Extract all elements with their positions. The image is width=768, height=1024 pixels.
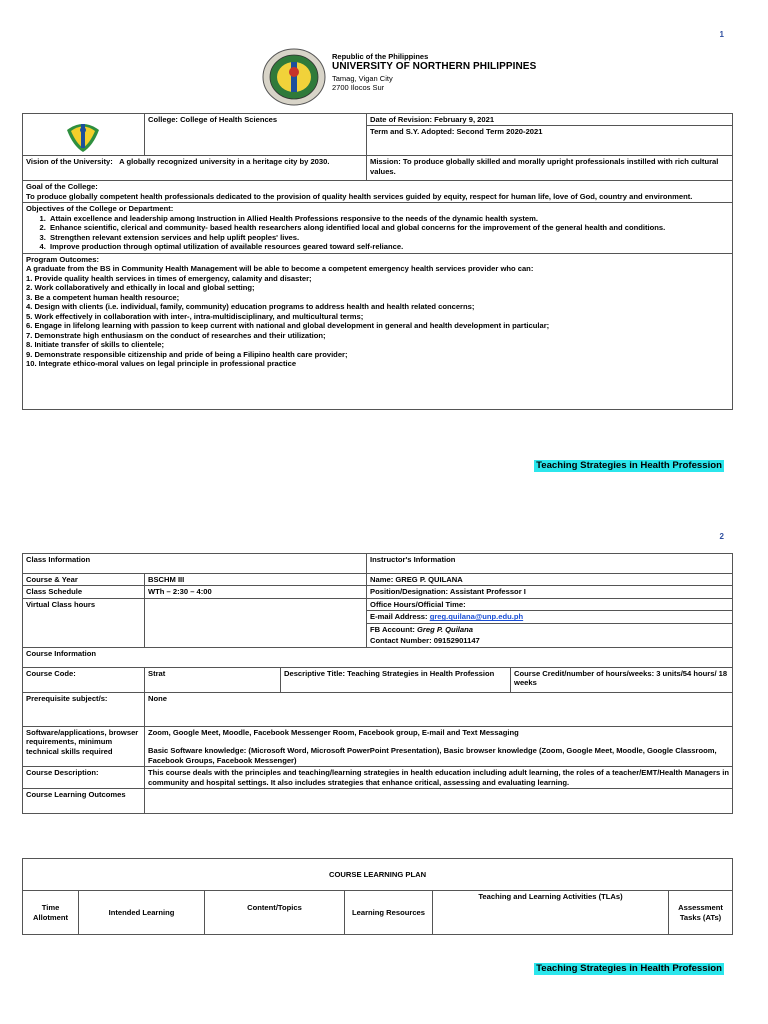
description-value: This course deals with the principles and teaching/learning strategies in health education including adult learning, the roles of a teacher/EMT/Health Managers in community and hospital settings. It also includes strategies that enhance critical, assessing and evaluating learning.: [145, 767, 733, 789]
class-schedule-label: Class Schedule: [23, 586, 145, 598]
list-item: 4. Design with clients (i.e. individual, family, community) education programs to address health and health related concerns;: [26, 302, 475, 312]
prereq-label: Prerequisite subject/s:: [23, 692, 145, 726]
class-schedule-value: WTh – 2:30 – 4:00: [145, 586, 367, 598]
course-code-label: Course Code:: [23, 667, 145, 692]
list-item: 2. Work collaboratively and ethically in local and global setting;: [26, 283, 255, 293]
clo-value: [145, 789, 733, 814]
virtual-hours-label: Virtual Class hours: [23, 598, 145, 647]
course-year-value: BSCHM III: [145, 574, 367, 586]
software-value: [145, 726, 733, 766]
course-code-value: Strat: [145, 667, 281, 692]
col-time-allotment: Time Allotment: [23, 891, 79, 935]
list-item: 7. Demonstrate high enthusiasm on the conduct of researches and their utilization;: [26, 330, 326, 340]
col-content-topics: Content/Topics: [205, 891, 345, 935]
col-tlas: Teaching and Learning Activities (TLAs): [433, 891, 669, 935]
outcomes-intro: A graduate from the BS in Community Health Management will be able to become a competent emergency health services provider who can:: [26, 264, 534, 274]
class-info-header: Class Information: [23, 554, 367, 574]
list-item: 10. Integrate ethico-moral values on legal principle in professional practice: [26, 359, 297, 369]
objectives-label: Objectives of the College or Department:: [26, 204, 174, 214]
address-line-2: 2700 Ilocos Sur: [332, 83, 385, 93]
goal-label: Goal of the College:: [26, 182, 98, 192]
university-seal-icon: [262, 48, 326, 106]
office-hours: Office Hours/Official Time:: [367, 598, 733, 610]
col-intended-learning: Intended Learning: [79, 891, 205, 935]
goal-text: To produce globally competent health professionals dedicated to the provision of quality health services guided by equity, respect for human life, love of God, country and environment.: [26, 191, 693, 201]
list-item: 3. Strengthen relevant extension services and help uplift peoples' lives.: [48, 233, 729, 242]
term-adopted: Term and S.Y. Adopted: Second Term 2020-2021: [367, 126, 733, 156]
email-link[interactable]: greg.quilana@unp.edu.ph: [429, 612, 524, 622]
software-line-2: Basic Software knowledge: (Microsoft Word, Microsoft PowerPoint Presentation), Basic browser knowledge (Zoom, Google Meet, Moodle, Google Classroom, Facebook Groups, Facebook Messenger): [148, 746, 717, 765]
university-name: UNIVERSITY OF NORTHERN PHILIPPINES: [332, 61, 537, 73]
mission-cell: Mission: To produce globally skilled and morally upright professionals instilled with rich cultural values.: [367, 156, 733, 181]
description-label: Course Description:: [23, 767, 145, 789]
fb-cell: [367, 623, 733, 635]
course-credit: Course Credit/number of hours/weeks: 3 units/54 hours/ 18 weeks: [511, 667, 733, 692]
instructor-info-header: Instructor's Information: [367, 554, 733, 574]
vision-label: Vision of the University:: [26, 157, 113, 167]
list-item: 2. Enhance scientific, clerical and community- based health researchers along identified local and global concerns for the improvement of the general health and conditions.: [48, 223, 729, 232]
list-item: 3. Be a competent human health resource;: [26, 292, 180, 302]
contact-number: Contact Number: 09152901147: [367, 635, 733, 647]
vision-text: A globally recognized university in a heritage city by 2030.: [119, 157, 330, 167]
plan-title: COURSE LEARNING PLAN: [23, 859, 733, 891]
fb-value: Greg P. Quilana: [417, 624, 474, 634]
list-item: 1. Provide quality health services in times of emergency, calamity and disaster;: [26, 273, 312, 283]
university-header: [262, 48, 562, 110]
virtual-hours-value: [145, 598, 367, 647]
program-outcomes-cell: [23, 253, 733, 409]
page-number: 2: [719, 532, 724, 541]
objectives-list: [48, 214, 729, 252]
software-label: Software/applications, browser requirements, minimum technical skills required: [23, 726, 145, 766]
instructor-name: Name: GREG P. QUILANA: [367, 574, 733, 586]
fb-label: FB Account:: [370, 624, 415, 634]
outcomes-label: Program Outcomes:: [26, 254, 100, 264]
prereq-value: None: [145, 692, 733, 726]
descriptive-title: Descriptive Title: Teaching Strategies in Health Profession: [281, 667, 511, 692]
page-number: 1: [719, 30, 724, 39]
list-item: 4. Improve production through optimal utilization of available resources geared toward self-reliance.: [48, 242, 729, 251]
list-item: 9. Demonstrate responsible citizenship and pride of being a Filipino health care provider;: [26, 349, 348, 359]
college-logo-icon: [63, 116, 103, 154]
republic-text: Republic of the Philippines: [332, 52, 429, 61]
footer-course-title: Teaching Strategies in Health Profession: [536, 460, 722, 471]
goal-cell: [23, 181, 733, 203]
col-assessment-tasks: Assessment Tasks (ATs): [669, 891, 733, 935]
email-cell: [367, 611, 733, 623]
col-learning-resources: Learning Resources: [345, 891, 433, 935]
date-of-revision: Date of Revision: February 9, 2021: [367, 114, 733, 126]
address-line-1: Tamag, Vigan City: [332, 73, 393, 83]
college-name: College: College of Health Sciences: [145, 114, 367, 156]
college-info-table: [22, 113, 733, 410]
class-info-table: [22, 553, 733, 814]
course-learning-plan-table: [22, 858, 733, 935]
vision-cell: [23, 156, 367, 181]
footer-course-title: Teaching Strategies in Health Profession: [536, 963, 722, 974]
objectives-cell: [23, 203, 733, 253]
software-line-1: Zoom, Google Meet, Moodle, Facebook Messenger Room, Facebook group, E-mail and Text Messaging: [148, 727, 519, 737]
instructor-position: Position/Designation: Assistant Professor I: [367, 586, 733, 598]
college-logo-cell: [23, 114, 145, 156]
course-info-header: Course Information: [23, 647, 733, 667]
course-year-label: Course & Year: [23, 574, 145, 586]
clo-label: Course Learning Outcomes: [23, 789, 145, 814]
list-item: 1. Attain excellence and leadership among Instruction in Allied Health Professions responsive to the needs of the dynamic health system.: [48, 214, 729, 223]
list-item: 8. Initiate transfer of skills to clientele;: [26, 340, 164, 350]
email-label: E-mail Address:: [370, 612, 428, 622]
list-item: 5. Work effectively in collaboration with inter-, intra-multidisciplinary, and multicultural terms;: [26, 311, 364, 321]
list-item: 6. Engage in lifelong learning with passion to keep current with national and global development in general and health development in particular;: [26, 321, 550, 331]
